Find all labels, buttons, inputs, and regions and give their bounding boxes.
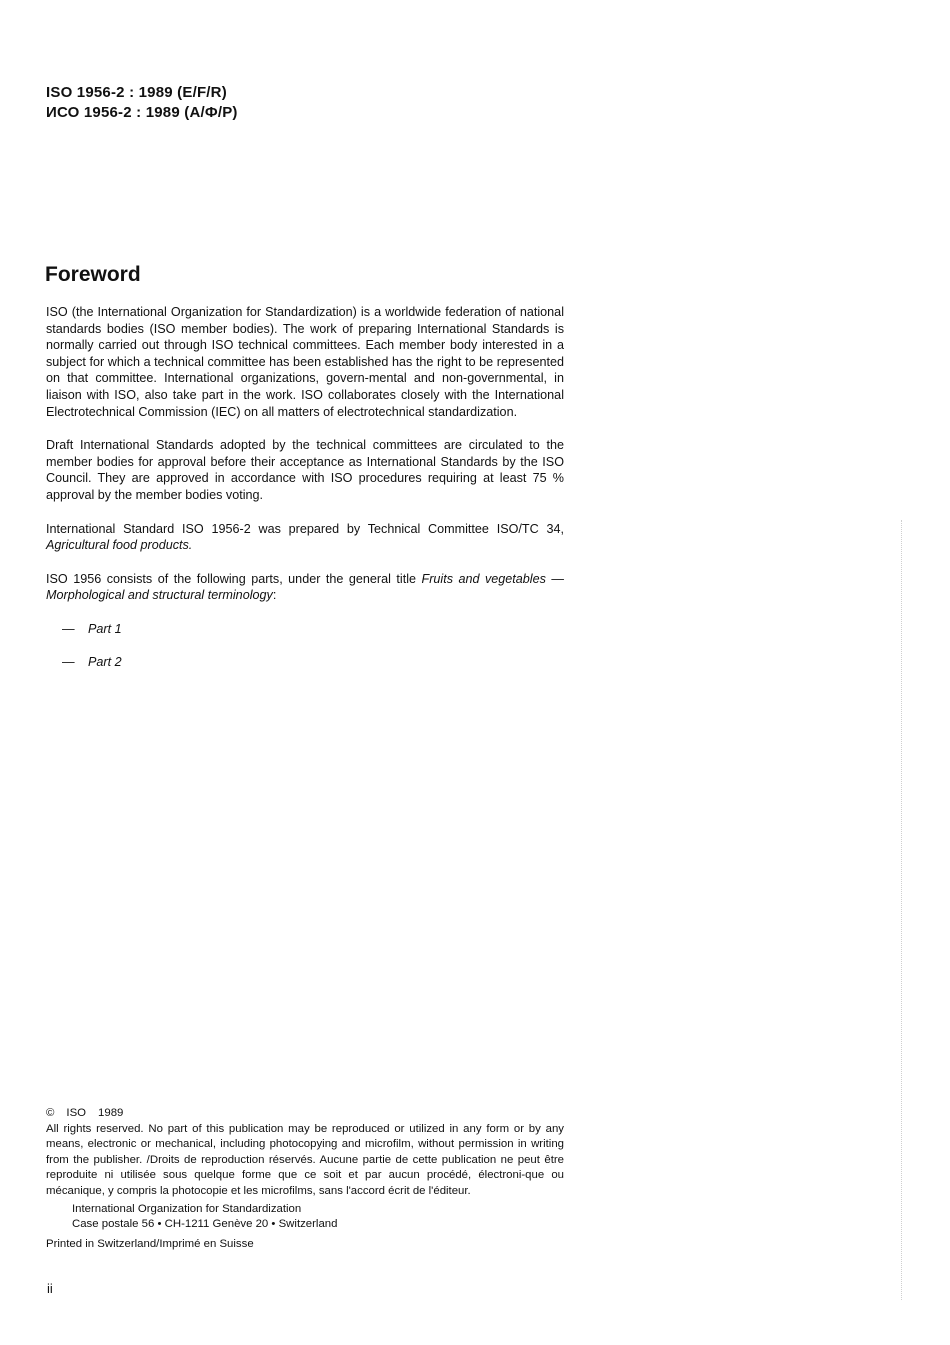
paragraph-iso-intro: ISO (the International Organization for Standardization) is a worldwide federation of national standards bodies (ISO member bodies). The work of preparing International Standards is normally carried out through ISO technical committees. Each member body interested in a subject for which a technical committee has been established has the right to be represented on that committee. International organizations, govern-mental and non-governmental, in liaison with ISO, also take part in the work. ISO collaborates closely with the International Electrotechnical Commission (IEC) on all matters of electrotechnical standardization. bbox=[46, 305, 564, 419]
foreword-body bbox=[46, 304, 564, 686]
foreword-heading: Foreword bbox=[45, 263, 141, 286]
rights-statement: All rights reserved. No part of this publication may be reproduced or utilized in any form or by any means, electronic or mechanical, including photocopying and microfilm, without permission in writing from the publisher. /Droits de reproduction réservés. Aucune partie de cette publication ne peut être reproduite ni utilisée sous quelque forme que ce soit et par aucun procédé, électroni-que ou mécanique, y compris la photocopie et les microfilms, sans l'accord écrit de l'éditeur. bbox=[46, 1122, 564, 1197]
parts-list bbox=[46, 621, 564, 670]
copyright-year: 1989 bbox=[98, 1107, 124, 1119]
paragraph-technical-committee bbox=[46, 521, 564, 554]
list-item bbox=[46, 654, 564, 671]
address-organization: International Organization for Standardization bbox=[72, 1202, 302, 1215]
part-label: Part 1 bbox=[88, 621, 122, 636]
header-standard-number-latin: ISO 1956-2 : 1989 (E/F/R) bbox=[46, 84, 227, 101]
tc-text: International Standard ISO 1956-2 was prepared by Technical Committee ISO/TC 34, bbox=[46, 521, 564, 536]
document-header bbox=[46, 83, 238, 123]
printed-in: Printed in Switzerland/Imprimé en Suisse bbox=[46, 1237, 254, 1250]
paragraph-parts-intro bbox=[46, 571, 564, 604]
publisher-address bbox=[46, 1202, 564, 1233]
parts-intro-colon: : bbox=[272, 588, 277, 603]
copyright-org: ISO bbox=[66, 1107, 87, 1119]
scan-margin-line bbox=[901, 520, 903, 1300]
list-item bbox=[46, 621, 564, 638]
part-label: Part 2 bbox=[88, 654, 122, 669]
copyright-line bbox=[46, 1106, 564, 1122]
page-number: ii bbox=[47, 1281, 53, 1296]
list-dash: — bbox=[62, 621, 75, 636]
address-postal: Case postale 56 • CH-1211 Genève 20 • Switzerland bbox=[72, 1218, 338, 1231]
parts-general-title: Fruits and vegetables — Morphological and structural terminology bbox=[46, 571, 564, 603]
copyright-notice bbox=[46, 1106, 564, 1252]
paragraph-draft-standards: Draft International Standards adopted by the technical committees are circulated to the member bodies for approval before their acceptance as International Standards by the ISO Council. They are approved in accordance with ISO procedures requiring at least 75 % approval by the member bodies voting. bbox=[46, 438, 564, 502]
list-dash: — bbox=[62, 654, 75, 669]
copyright-icon: © bbox=[46, 1107, 55, 1119]
header-standard-number-cyrillic: ИСО 1956-2 : 1989 (А/Ф/Р) bbox=[46, 104, 238, 121]
parts-intro-text: ISO 1956 consists of the following parts, under the general title bbox=[46, 571, 416, 586]
tc-title: Agricultural food products. bbox=[46, 538, 193, 553]
